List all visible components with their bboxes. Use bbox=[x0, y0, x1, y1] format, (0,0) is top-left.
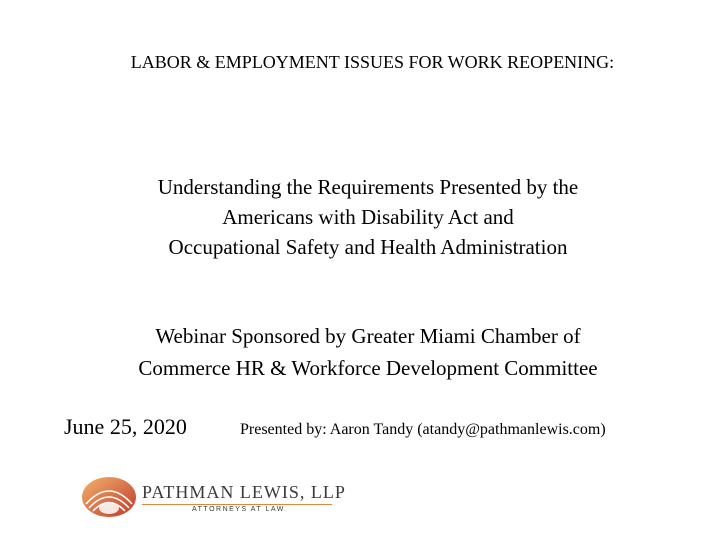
sponsor-line: Webinar Sponsored by Greater Miami Chamber of bbox=[155, 324, 581, 348]
slide-subtitle bbox=[0, 172, 720, 262]
logo-name: PATHMAN LEWIS, LLP bbox=[142, 482, 346, 502]
slide-heading: LABOR & EMPLOYMENT ISSUES FOR WORK REOPENING: bbox=[130, 52, 615, 72]
sponsor-text bbox=[0, 320, 720, 384]
logo-divider bbox=[142, 504, 332, 505]
firm-logo bbox=[80, 474, 346, 520]
presenter-info: Presented by: Aaron Tandy (atandy@pathmanlewis.com) bbox=[240, 421, 606, 438]
subtitle-line: Occupational Safety and Health Administration bbox=[168, 235, 568, 259]
subtitle-line: Understanding the Requirements Presented by the bbox=[157, 175, 579, 199]
sponsor-line: Commerce HR & Workforce Development Committee bbox=[138, 356, 598, 380]
sunburst-icon bbox=[80, 474, 138, 520]
presentation-date: June 25, 2020 bbox=[64, 414, 187, 439]
logo-tagline: ATTORNEYS AT LAW bbox=[192, 506, 285, 513]
subtitle-line: Americans with Disability Act and bbox=[222, 205, 514, 229]
